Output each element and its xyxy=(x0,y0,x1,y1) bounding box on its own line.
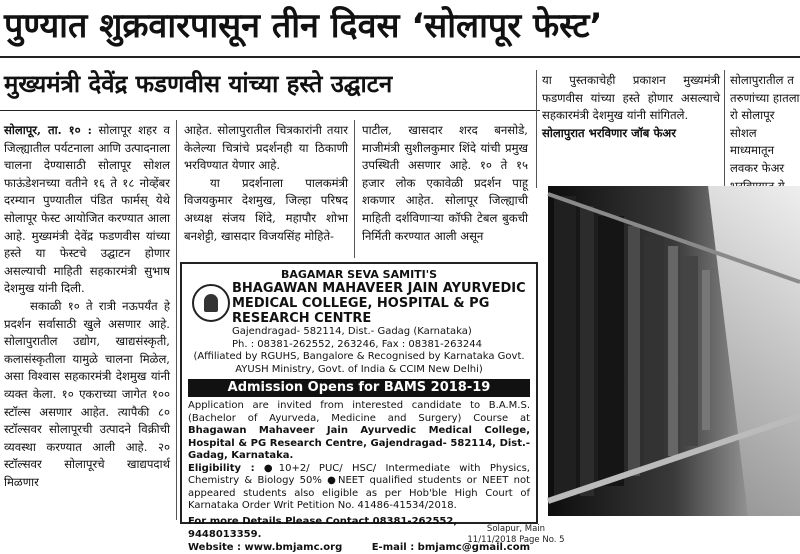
edition-label: Solapur, Main xyxy=(486,524,546,534)
article-column-2 xyxy=(184,122,348,260)
article-column-4 xyxy=(542,72,720,186)
ad-contact: For more Details Please Contact 08381-262552, 9448013359. xyxy=(188,515,458,540)
column-divider xyxy=(176,120,177,520)
ad-eligibility: Eligibility : ●10+2/ PUC/ HSC/ Intermediate with Physics, Chemistry & Biology 50% ●NEET qualified students or NEET not appeared students also eligible as per Hob'ble High Court of Karnataka Order Writ Petition No. 41486-41534/2018. xyxy=(188,462,530,511)
section-heading: सोलापुरात भरविणार जॉब फेअर xyxy=(542,125,676,140)
dateline: सोलापूर, ता. १० : xyxy=(4,123,92,137)
article-paragraph: पाटील, खासदार शरद बनसोडे, माजीमंत्री सुशीलकुमार शिंदे यांची प्रमुख उपस्थिती असणार आहे. १० ते १५ हजार लोक एकावेळी प्रदर्शन पाहू शकणार आहेत. सोलापूर जिल्ह्याची माहिती दर्शविणाऱ्या कॉफी टेबल बुकची निर्मिती करण्यात आली असून xyxy=(362,123,528,243)
ad-email: E-mail : bmjamc@gmail.com xyxy=(371,541,530,553)
article-column-5 xyxy=(730,72,800,186)
article-paragraph: आहेत. सोलापुरातील चित्रकारांनी तयार केलेल्या चित्रांचे प्रदर्शनही या ठिकाणी भरविण्यात येणार आहे. xyxy=(184,123,348,173)
ad-affiliation: (Affiliated by RGUHS, Bangalore & Recognised by Karnataka Govt. AYUSH Ministry, Govt. of India & CCIM New Delhi) xyxy=(193,351,525,375)
college-logo-icon xyxy=(192,284,230,322)
ad-org-name: BAGAMAR SEVA SAMITI'S xyxy=(280,268,438,281)
article-paragraph: सोलापुरातील त तरुणांच्या हातला रो सोलापूर सोशल माध्यमातून लवकर फेअर xyxy=(730,73,800,175)
column-divider xyxy=(536,70,537,188)
page-footer xyxy=(456,524,576,546)
bookshelf-photo xyxy=(548,186,800,516)
column-divider xyxy=(354,120,355,258)
subhead-rule xyxy=(0,110,540,111)
ad-body: Application are invited from interested candidate to B.A.M.S. (Bachelor of Ayurveda, Medicine and Surgery) Course at Bhagawan Mahaveer Jain Ayurvedic Medical College, Hospital & PG Research Centre, Gajendragad- 582114, Dist.- Gadag, Karnataka. xyxy=(188,400,530,461)
subheadline: मुख्यमंत्री देवेंद्र फडणवीस यांच्या हस्ते उद्घाटन xyxy=(4,70,393,98)
ad-address: Gajendragad- 582114, Dist.- Gadag (Karnataka) xyxy=(232,326,472,337)
ad-website: Website : www.bmjamc.org xyxy=(188,541,343,553)
date-page-label: 11/11/2018 Page No. 5 xyxy=(467,535,565,545)
article-paragraph: या पुस्तकाचेही प्रकाशन मुख्यमंत्री फडणवीस यांच्या हस्ते होणार असल्याचे सहकारमंत्री देशमुख यांनी सांगितले. xyxy=(542,73,720,123)
headline-rule xyxy=(0,56,800,58)
ad-phone: Ph. : 08381-262552, 263246, Fax : 08381-263244 xyxy=(232,338,482,350)
headline: पुण्यात शुक्रवारपासून तीन दिवस ‘सोलापूर फेस्ट’ xyxy=(4,6,603,46)
column-divider xyxy=(724,70,725,188)
article-column-1 xyxy=(4,122,170,522)
ad-admission-banner: Admission Opens for BAMS 2018-19 xyxy=(188,379,530,397)
article-column-3 xyxy=(362,122,528,260)
article-paragraph: या प्रदर्शनाला पालकमंत्री विजयकुमार देशमुख, जिल्हा परिषद अध्यक्ष संजय शिंदे, महापौर शोभा बनशेट्टी, खासदार विजयसिंह मोहिते- xyxy=(184,175,348,243)
article-paragraph: सोलापूर, ता. १० : सोलापूर शहर व जिल्ह्यातील पर्यटनाला आणि उत्पादनाला चालना देण्यासाठी सोलापूर सोशल फाऊंडेशनच्या वतीने १६ ते १८ नोव्हेंबर दरम्यान पुण्यातील पंडित फार्मस् येथे सोलापूर फेस्ट आयोजित करण्यात आला आहे. मुख्यमंत्री देवेंद्र फडणवीस यांच्या हस्ते या फेस्टचे उद्घाटन होणार असल्याची माहिती सहकारमंत्री सुभाष देशमुख यांनी दिली. xyxy=(4,123,170,296)
article-paragraph: सकाळी १० ते रात्री नऊपर्यंत हे प्रदर्शन सर्वासाठी खुले असणार आहे. सोलापुरातील उद्योग, खाद्यसंस्कृती, कलासंस्कृतीला यामुळे चालना मिळेल, असा विश्वास सहकारमंत्री देशमुख यांनी व्यक्त केला. १० एकराच्या जागेत १०० स्टॉल्स असणार आहेत. त्यापैकी ८० स्टॉल्सवर सोलापूरची उत्पादने विक्रीची व्यवस्था करण्यात आली आहे. २० स्टॉल्सवर सोलापूरचे खाद्यपदार्थ मिळणार xyxy=(4,298,170,489)
bookshelf-photo-image xyxy=(548,186,800,516)
ad-institute-name: BHAGAWAN MAHAVEER JAIN AYURVEDIC MEDICAL COLLEGE, HOSPITAL & PG RESEARCH CENTRE xyxy=(232,281,526,326)
